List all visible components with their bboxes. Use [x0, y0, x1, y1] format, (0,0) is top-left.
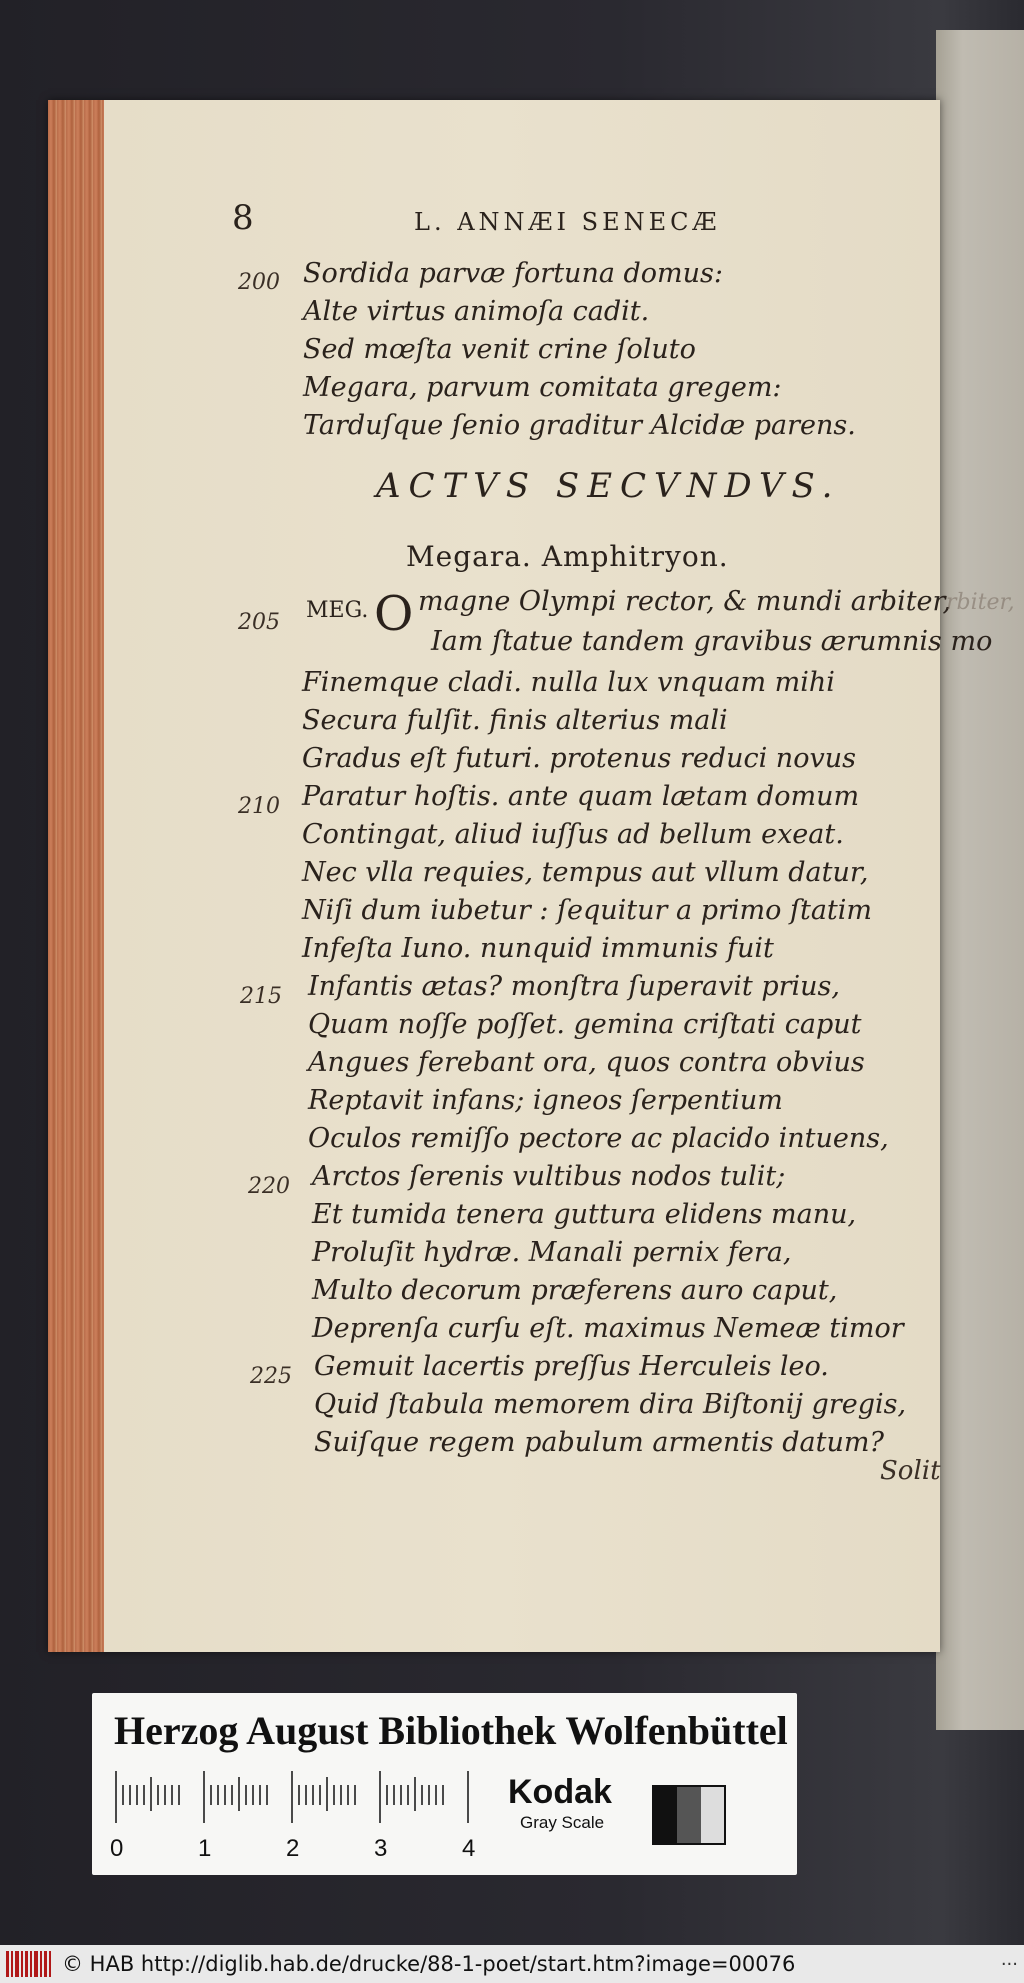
page-gilt-edge [48, 100, 104, 1652]
footer-credit-link[interactable]: © HAB http://diglib.hab.de/drucke/88-1-poet/start.htm?image=00076 [62, 1952, 796, 1976]
brand-logo: Kodak [508, 1773, 612, 1811]
footer-bar [0, 1945, 1024, 1983]
verse-line: Suiſque regem pabulum armentis datum? [314, 1427, 884, 1458]
drop-cap: O [374, 586, 414, 642]
adjacent-page-edge [936, 30, 1024, 1730]
verse-line: magne Olympi rector, & mundi arbiter, [418, 586, 952, 617]
verse-line: Sed mœſta venit crine ſoluto [303, 334, 696, 365]
verse-line: Proluſit hydræ. Manali pernix fera, [312, 1237, 792, 1268]
card-title: Herzog August Bibliothek Wolfenbüttel [114, 1708, 788, 1753]
act-heading: ACTVS SECVNDVS. [376, 466, 841, 506]
line-number: 225 [250, 1364, 292, 1389]
gray-scale-patch [652, 1785, 726, 1845]
verse-line: Infantis ætas? monſtra ſuperavit prius, [308, 971, 840, 1002]
more-menu-icon[interactable]: ... [1000, 1949, 1018, 1970]
verse-line: Reptavit infans; igneos ſerpentium [308, 1085, 783, 1116]
verse-line: Tarduſque ſenio graditur Alcidæ parens. [303, 410, 856, 441]
verse-line: Oculos remiſſo pectore ac placido intuens, [308, 1123, 889, 1154]
ruler-label: 4 [462, 1835, 476, 1862]
page-number: 8 [232, 198, 254, 238]
line-number: 210 [238, 794, 280, 819]
verse-line: Deprenſa curſu eſt. maximus Nemeæ timor [312, 1313, 904, 1344]
calibration-card [92, 1693, 797, 1875]
verse-line: Quam noſſe poſſet. gemina criſtati caput [308, 1009, 862, 1040]
dramatis-personae: Megara. Amphitryon. [406, 540, 729, 573]
line-number: 220 [248, 1174, 290, 1199]
verse-line: Quid ſtabula memorem dira Biſtonij gregis, [314, 1389, 907, 1420]
verse-line: Secura fulſit. finis alterius mali [302, 705, 728, 736]
verse-line: Megara, parvum comitata gregem: [303, 372, 782, 403]
ruler-label: 0 [110, 1835, 124, 1862]
card-subtitle: Gray Scale [520, 1813, 605, 1832]
verse-line: Paratur hoſtis. ante quam lætam domum [302, 781, 860, 812]
verse-line: Gradus eſt futuri. protenus reduci novus [302, 743, 856, 774]
ruler-scale [114, 1771, 474, 1831]
verse-line: Niſi dum iubetur : ſequitur a primo ſtatim [302, 895, 873, 926]
show-through-text: rbiter, [946, 590, 1015, 615]
ruler-label: 1 [198, 1835, 212, 1862]
verse-line: Iam ſtatue tandem gravibus ærumnis mo [431, 626, 993, 657]
catchword: Solit [880, 1456, 941, 1486]
line-number: 215 [240, 984, 282, 1009]
verse-line: Finemque cladi. nulla lux vnquam mihi [302, 667, 835, 698]
running-head: L. ANNÆI SENECÆ [414, 208, 721, 236]
ruler-label: 2 [286, 1835, 300, 1862]
verse-line: Infeſta Iuno. nunquid immunis fuit [302, 933, 774, 964]
verse-line: Arctos ſerenis vultibus nodos tulit; [312, 1161, 786, 1192]
verse-line: Angues ferebant ora, quos contra obvius [308, 1047, 865, 1078]
verse-line: Contingat, aliud iuſſus ad bellum exeat. [302, 819, 844, 850]
verse-line: Gemuit lacertis preſſus Herculeis leo. [314, 1351, 829, 1382]
ruler-label: 3 [374, 1835, 388, 1862]
verse-line: Sordida parvæ fortuna domus: [303, 258, 723, 289]
line-number: 205 [238, 610, 280, 635]
verse-line: Nec vlla requies, tempus aut vllum datur, [302, 857, 869, 888]
barcode-icon [6, 1951, 54, 1977]
line-number: 200 [238, 270, 280, 295]
verse-line: Et tumida tenera guttura elidens manu, [312, 1199, 857, 1230]
verse-line: Alte virtus animoſa cadit. [303, 296, 650, 327]
verse-line: Multo decorum præferens auro caput, [312, 1275, 838, 1306]
speaker-label: MEG. [306, 598, 369, 623]
